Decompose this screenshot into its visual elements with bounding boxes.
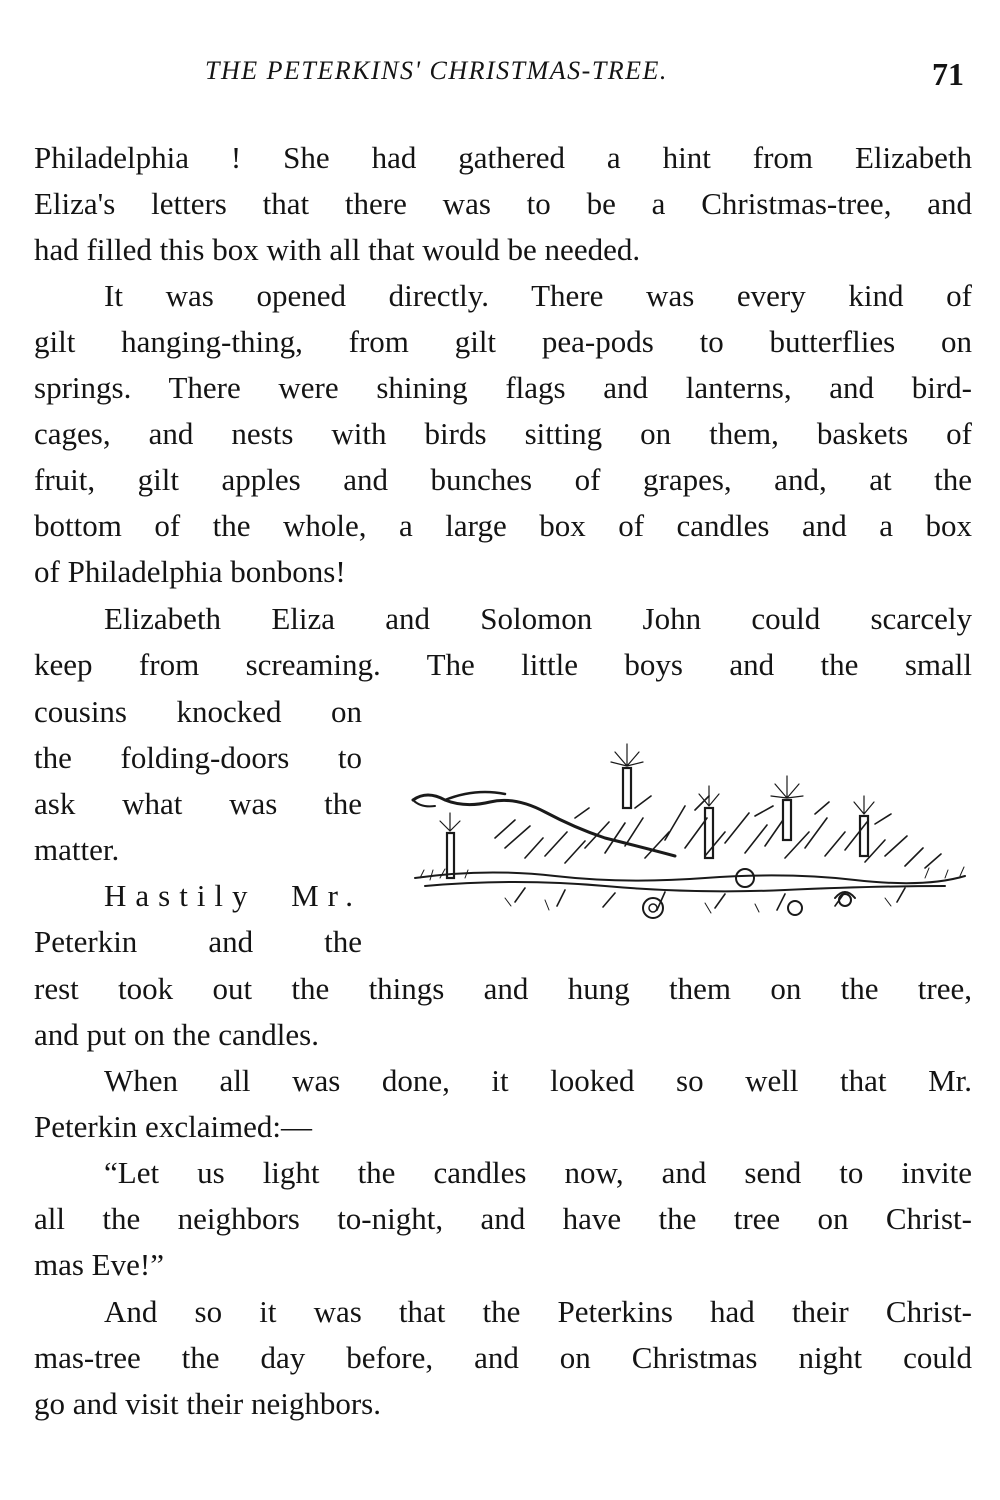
text-line: and put on the candles. [34,1017,319,1052]
text-line: And so it was that the Peterkins had their Christ- [104,1294,972,1329]
text-line-spaced-word: Hastily Mr. [104,878,362,913]
text-line: matter. [34,832,120,867]
text-line: Elizabeth Eliza and Solomon John could scarcely [104,601,972,636]
running-title: THE PETERKINS' CHRISTMAS-TREE. [205,56,668,85]
text-line: springs. There were shining flags and lanterns, and bird- [34,370,972,405]
text-line: go and visit their neighbors. [34,1386,381,1421]
text-line: It was opened directly. There was every kind of [104,278,972,313]
text-line: keep from screaming. The little boys and the small [34,647,972,682]
text-line [104,873,362,919]
text-line: “Let us light the candles now, and send to invite [104,1155,972,1190]
text-line: Peterkin and the [34,924,362,959]
text-line: gilt hanging-thing, from gilt pea-pods to butterflies on [34,324,972,359]
text-line: the folding-doors to [34,740,362,775]
text-line: cousins knocked on [34,694,362,729]
text-line: Eliza's letters that there was to be a Christmas-tree, and [34,186,972,221]
christmas-tree-branch-illustration-icon [405,728,975,938]
text-line: bottom of the whole, a large box of candles and a box [34,508,972,543]
text-line: When all was done, it looked so well that Mr. [104,1063,972,1098]
text-line: all the neighbors to-night, and have the tree on Christ- [34,1201,972,1236]
text-line: ask what was the [34,786,362,821]
text-line: Peterkin exclaimed:— [34,1109,313,1144]
page-number: 71 [932,56,964,92]
text-line: cages, and nests with birds sitting on them, baskets of [34,416,972,451]
text-line: mas-tree the day before, and on Christmas night could [34,1340,972,1375]
text-line: Philadelphia ! She had gathered a hint from Elizabeth [34,140,972,175]
text-line: fruit, gilt apples and bunches of grapes, and, at the [34,462,972,497]
text-line: had filled this box with all that would be needed. [34,232,641,267]
text-line: of Philadelphia bonbons! [34,554,346,589]
text-line: rest took out the things and hung them on the tree, [34,971,972,1006]
text-line: mas Eve!” [34,1247,164,1282]
